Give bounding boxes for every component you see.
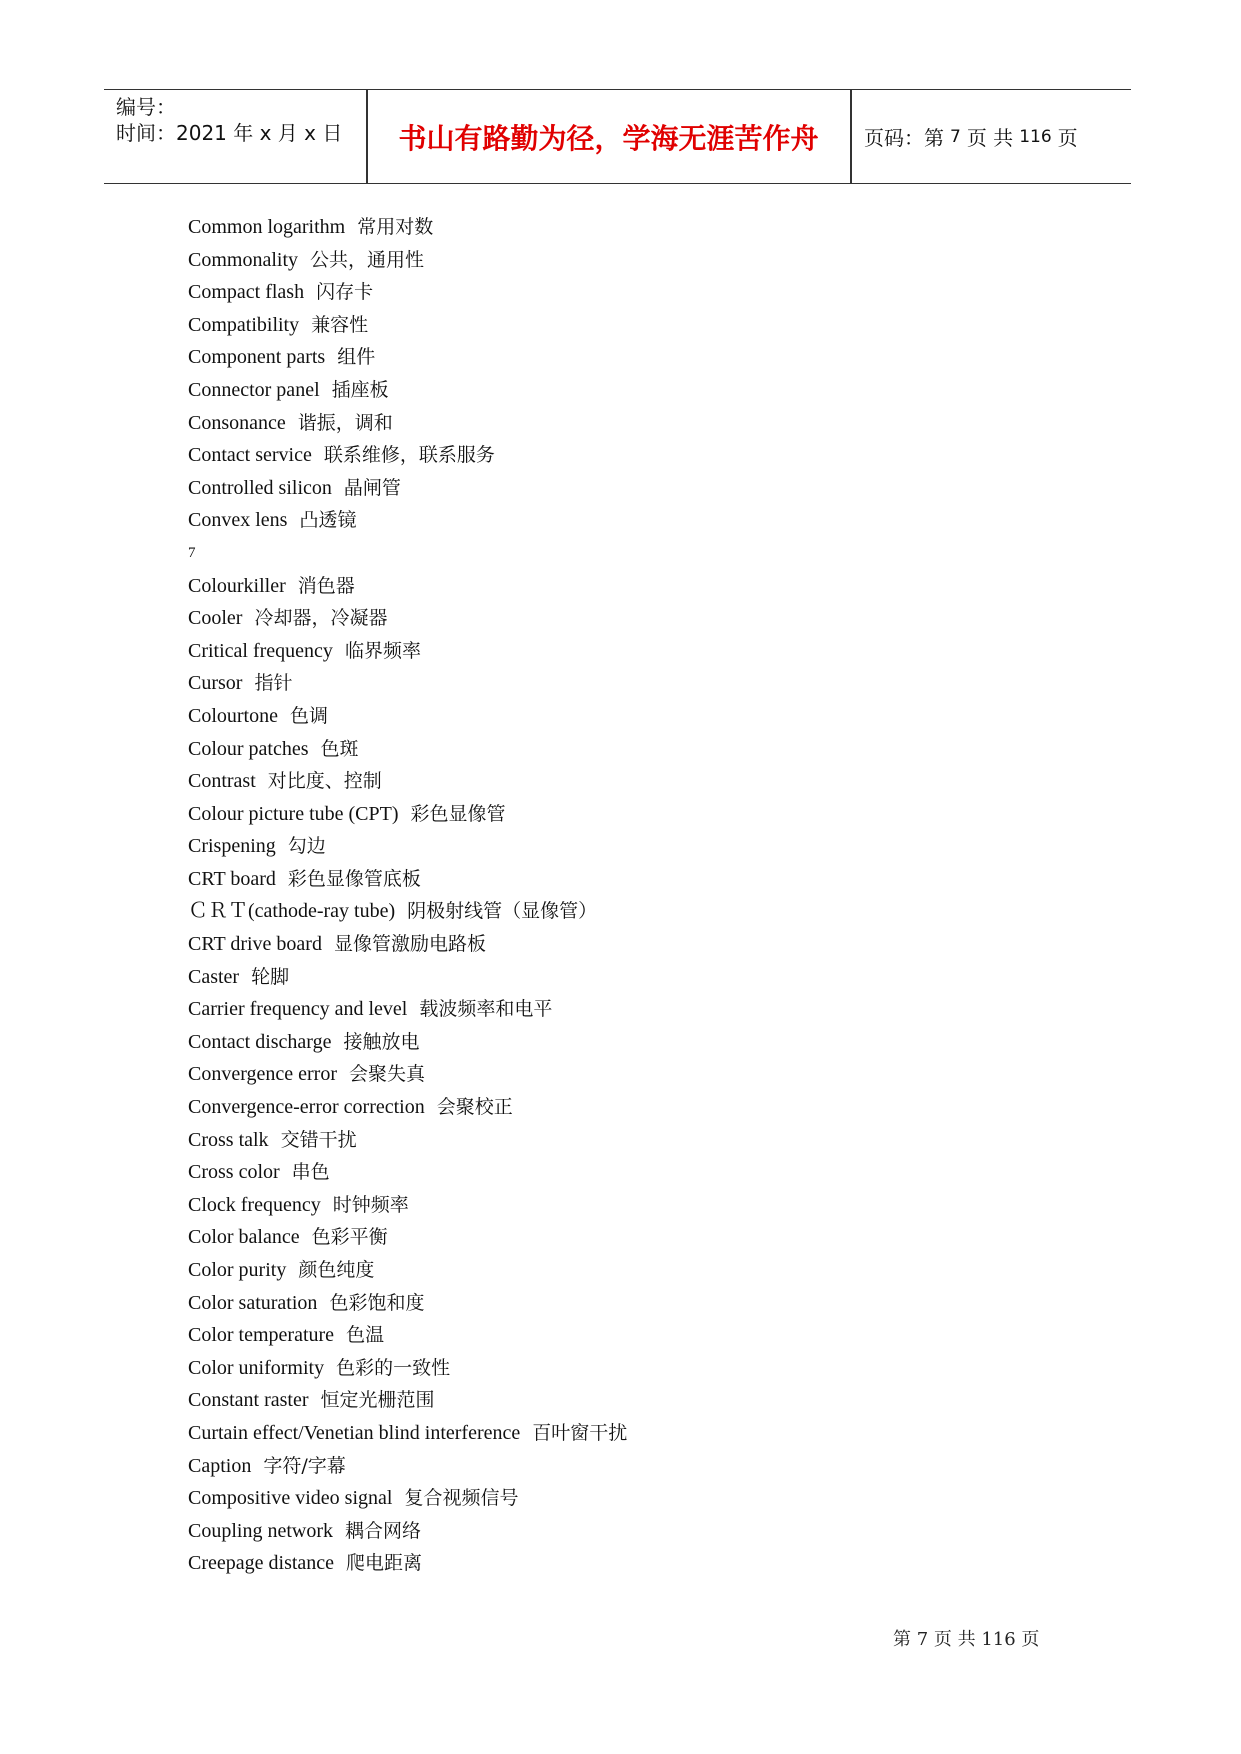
term-english: Critical frequency xyxy=(188,639,333,662)
header-meta xyxy=(116,90,366,183)
page-prefix: 页码：第 xyxy=(864,126,944,150)
term-chinese: 色彩饱和度 xyxy=(329,1291,425,1314)
term-chinese: 彩色显像管 xyxy=(410,802,506,825)
term-english: Constant raster xyxy=(188,1389,309,1412)
term-english: Color balance xyxy=(188,1226,300,1249)
glossary-entry xyxy=(188,700,627,733)
term-chinese: 色彩的一致性 xyxy=(336,1356,451,1379)
glossary-entry xyxy=(188,1417,627,1450)
glossary-entry xyxy=(188,1058,627,1091)
term-english: CRT drive board xyxy=(188,933,322,956)
term-english: Creepage distance xyxy=(188,1552,335,1575)
glossary-entry xyxy=(188,928,627,961)
glossary-entry xyxy=(188,993,627,1026)
term-english: Colour picture tube (CPT) xyxy=(188,802,399,825)
term-chinese: 字符/字幕 xyxy=(263,1454,346,1477)
term-chinese: 谐振，调和 xyxy=(297,411,393,434)
glossary-entry xyxy=(188,1482,627,1515)
glossary-entry xyxy=(188,635,627,668)
page-number: 7 xyxy=(950,126,961,147)
term-chinese: 闪存卡 xyxy=(316,281,374,304)
term-chinese: 复合视频信号 xyxy=(404,1487,519,1510)
glossary-entry xyxy=(188,895,627,928)
term-english: CRT board xyxy=(188,867,276,890)
term-chinese: 联系维修，联系服务 xyxy=(323,444,495,467)
term-english: Color purity xyxy=(188,1259,287,1281)
term-chinese: 彩色显像管底板 xyxy=(287,867,421,890)
term-chinese: 时钟频率 xyxy=(332,1193,409,1216)
term-chinese: 凸透镜 xyxy=(299,509,357,532)
page-header xyxy=(104,89,1131,184)
term-english: Cooler xyxy=(188,607,243,630)
page-footer: 第 7 页 共 116 页 xyxy=(893,1629,1040,1650)
glossary-entry xyxy=(188,1450,627,1483)
term-chinese: 显像管激励电路板 xyxy=(333,933,486,956)
term-chinese: 恒定光栅范围 xyxy=(320,1389,435,1412)
serial-number-label: 编号： xyxy=(116,95,176,119)
glossary-entry xyxy=(188,309,627,342)
term-english: Caster xyxy=(188,965,240,988)
term-english: Consonance xyxy=(188,411,286,434)
term-chinese: 勾边 xyxy=(287,835,326,858)
term-chinese: 临界频率 xyxy=(344,639,421,662)
glossary-entry xyxy=(188,1189,627,1222)
term-english: Cursor xyxy=(188,672,243,695)
term-chinese: 常用对数 xyxy=(357,216,434,238)
term-english: Crispening xyxy=(188,835,276,858)
glossary-entry xyxy=(188,602,627,635)
glossary-entry xyxy=(188,1091,627,1124)
term-english: Commonality xyxy=(188,248,298,271)
term-chinese: 组件 xyxy=(337,346,376,369)
glossary-entry xyxy=(188,341,627,374)
header-motto: 书山有路勤为径，学海无涯苦作舟 xyxy=(398,121,819,155)
glossary-entry xyxy=(188,374,627,407)
glossary-entry xyxy=(188,570,627,603)
term-english: Contact discharge xyxy=(188,1030,332,1053)
term-chinese: 串色 xyxy=(291,1161,330,1184)
term-chinese: 会聚校正 xyxy=(436,1096,513,1119)
term-chinese: 颜色纯度 xyxy=(298,1259,375,1281)
term-english: Cross color xyxy=(188,1161,280,1184)
glossary-entry xyxy=(188,276,627,309)
term-english: Compatibility xyxy=(188,313,300,336)
glossary-entry xyxy=(188,1156,627,1189)
term-english: Colour patches xyxy=(188,737,309,760)
term-english: Cross talk xyxy=(188,1128,269,1151)
glossary-entry xyxy=(188,407,627,440)
term-chinese: 晶闸管 xyxy=(343,476,401,499)
glossary-entry xyxy=(188,1515,627,1548)
term-english: Controlled silicon xyxy=(188,476,332,499)
date-line: 时间：2021 年 x 月 x 日 xyxy=(116,121,343,145)
glossary-entry xyxy=(188,667,627,700)
term-english: Contrast xyxy=(188,770,256,793)
term-english: ＣＲＴ(cathode-ray tube) xyxy=(188,900,396,923)
glossary-entry xyxy=(188,439,627,472)
term-english: Curtain effect/Venetian blind interference xyxy=(188,1421,521,1444)
term-english: Color temperature xyxy=(188,1324,335,1347)
term-english: Compositive video signal xyxy=(188,1487,393,1510)
term-chinese: 冷却器，冷凝器 xyxy=(254,607,388,630)
glossary-entry xyxy=(188,1547,627,1580)
glossary-entry xyxy=(188,1124,627,1157)
glossary-entry xyxy=(188,1352,627,1385)
term-english: Colourtone xyxy=(188,704,278,727)
term-chinese: 爬电距离 xyxy=(346,1552,423,1575)
glossary-entry xyxy=(188,537,627,570)
glossary-entry xyxy=(188,211,627,244)
term-chinese: 指针 xyxy=(254,672,293,695)
glossary-entry xyxy=(188,504,627,537)
page-suffix: 页 xyxy=(1057,126,1078,150)
glossary-list xyxy=(188,211,627,1580)
term-chinese: 色调 xyxy=(290,704,329,727)
glossary-entry xyxy=(188,733,627,766)
term-chinese: 阴极射线管（显像管） xyxy=(407,900,598,923)
term-chinese: 消色器 xyxy=(297,574,355,597)
glossary-entry xyxy=(188,961,627,994)
term-chinese: 色温 xyxy=(346,1324,385,1347)
page-total: 116 xyxy=(1019,126,1052,147)
term-chinese: 公共，通用性 xyxy=(310,248,425,271)
term-chinese: 接触放电 xyxy=(343,1030,420,1053)
glossary-entry xyxy=(188,1319,627,1352)
page-mid: 页 共 xyxy=(966,126,1014,150)
term-english: Colourkiller xyxy=(188,574,286,597)
term-chinese: 兼容性 xyxy=(311,313,369,336)
term-chinese: 交错干扰 xyxy=(280,1128,357,1151)
term-chinese: 耦合网络 xyxy=(345,1519,422,1542)
term-english: Carrier frequency and level xyxy=(188,998,408,1021)
glossary-entry xyxy=(188,1384,627,1417)
term-english: 7 xyxy=(188,544,196,561)
term-chinese: 轮脚 xyxy=(251,965,290,988)
glossary-entry xyxy=(188,1254,627,1287)
term-chinese: 百叶窗干扰 xyxy=(532,1421,628,1444)
glossary-entry xyxy=(188,244,627,277)
term-chinese: 载波频率和电平 xyxy=(419,998,553,1021)
term-english: Color saturation xyxy=(188,1291,318,1314)
term-english: Connector panel xyxy=(188,378,320,401)
term-chinese: 色彩平衡 xyxy=(311,1226,388,1249)
term-english: Coupling network xyxy=(188,1519,333,1542)
glossary-entry xyxy=(188,798,627,831)
header-divider xyxy=(850,90,852,183)
glossary-entry xyxy=(188,472,627,505)
header-page-info xyxy=(864,90,1078,183)
term-chinese: 会聚失真 xyxy=(349,1063,426,1086)
glossary-entry xyxy=(188,1287,627,1320)
term-chinese: 色斑 xyxy=(320,737,359,760)
term-english: Clock frequency xyxy=(188,1193,321,1216)
term-english: Convergence error xyxy=(188,1063,338,1086)
glossary-entry xyxy=(188,1026,627,1059)
glossary-entry xyxy=(188,863,627,896)
term-chinese: 对比度、控制 xyxy=(267,770,382,793)
glossary-entry xyxy=(188,1221,627,1254)
term-chinese: 插座板 xyxy=(331,378,389,401)
term-english: Color uniformity xyxy=(188,1356,325,1379)
term-english: Contact service xyxy=(188,444,312,467)
term-english: Common logarithm xyxy=(188,216,346,238)
term-english: Component parts xyxy=(188,346,326,369)
term-english: Compact flash xyxy=(188,281,305,304)
term-english: Convex lens xyxy=(188,509,288,532)
glossary-entry xyxy=(188,830,627,863)
term-english: Convergence-error correction xyxy=(188,1096,425,1119)
glossary-entry xyxy=(188,765,627,798)
term-english: Caption xyxy=(188,1454,252,1477)
